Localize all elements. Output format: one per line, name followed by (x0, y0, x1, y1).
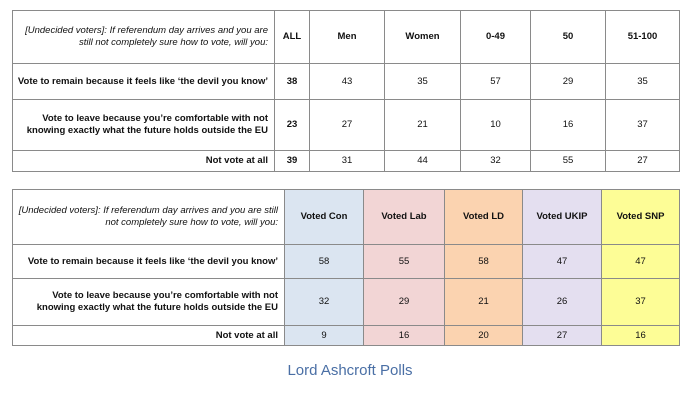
cell-value: 16 (531, 100, 606, 151)
cell-value: 32 (285, 279, 364, 326)
table-header-row (13, 190, 680, 245)
column-header-0-49: 0-49 (461, 11, 531, 64)
column-header-women: Women (385, 11, 461, 64)
column-header-ukip: Voted UKIP (523, 190, 602, 245)
cell-value: 10 (461, 100, 531, 151)
cell-value: 21 (445, 279, 523, 326)
cell-value: 29 (364, 279, 445, 326)
column-header-50: 50 (531, 11, 606, 64)
cell-value: 37 (606, 100, 680, 151)
column-header-lab: Voted Lab (364, 190, 445, 245)
cell-value: 16 (364, 326, 445, 346)
cell-all: 23 (275, 100, 310, 151)
row-label: Vote to remain because it feels like ‘the devil you know’ (13, 245, 285, 279)
cell-value: 29 (531, 64, 606, 100)
party-table (12, 189, 680, 346)
column-header-all: ALL (275, 11, 310, 64)
cell-value: 21 (385, 100, 461, 151)
cell-value: 47 (602, 245, 680, 279)
cell-all: 39 (275, 151, 310, 172)
cell-value: 58 (285, 245, 364, 279)
cell-value: 16 (602, 326, 680, 346)
column-header-men: Men (310, 11, 385, 64)
row-label: Vote to leave because you’re comfortable with not knowing exactly what the future holds outside the EU (13, 279, 285, 326)
row-label: Not vote at all (13, 151, 275, 172)
cell-value: 58 (445, 245, 523, 279)
cell-value: 55 (364, 245, 445, 279)
cell-value: 47 (523, 245, 602, 279)
cell-value: 20 (445, 326, 523, 346)
cell-all: 38 (275, 64, 310, 100)
cell-value: 37 (602, 279, 680, 326)
source-footer: Lord Ashcroft Polls (287, 362, 413, 379)
cell-value: 44 (385, 151, 461, 172)
row-label: Vote to remain because it feels like ‘the devil you know’ (13, 64, 275, 100)
cell-value: 27 (606, 151, 680, 172)
table-row (13, 279, 680, 326)
table-row (13, 326, 680, 346)
table-row (13, 151, 680, 172)
table-row (13, 64, 680, 100)
cell-value: 35 (385, 64, 461, 100)
cell-value: 35 (606, 64, 680, 100)
cell-value: 26 (523, 279, 602, 326)
cell-value: 31 (310, 151, 385, 172)
cell-value: 27 (310, 100, 385, 151)
question-cell: [Undecided voters]: If referendum day arrives and you are still not completely sure how to vote, will you: (13, 11, 275, 64)
column-header-51-100: 51-100 (606, 11, 680, 64)
cell-value: 57 (461, 64, 531, 100)
cell-value: 27 (523, 326, 602, 346)
cell-value: 43 (310, 64, 385, 100)
cell-value: 32 (461, 151, 531, 172)
cell-value: 55 (531, 151, 606, 172)
table-header-row (13, 11, 680, 64)
row-label: Not vote at all (13, 326, 285, 346)
row-label: Vote to leave because you’re comfortable with not knowing exactly what the future holds outside the EU (13, 100, 275, 151)
question-cell: [Undecided voters]: If referendum day arrives and you are still not completely sure how to vote, will you: (13, 190, 285, 245)
cell-value: 9 (285, 326, 364, 346)
column-header-con: Voted Con (285, 190, 364, 245)
column-header-ld: Voted LD (445, 190, 523, 245)
column-header-snp: Voted SNP (602, 190, 680, 245)
table-row (13, 100, 680, 151)
demographics-table (12, 10, 680, 172)
table-row (13, 245, 680, 279)
